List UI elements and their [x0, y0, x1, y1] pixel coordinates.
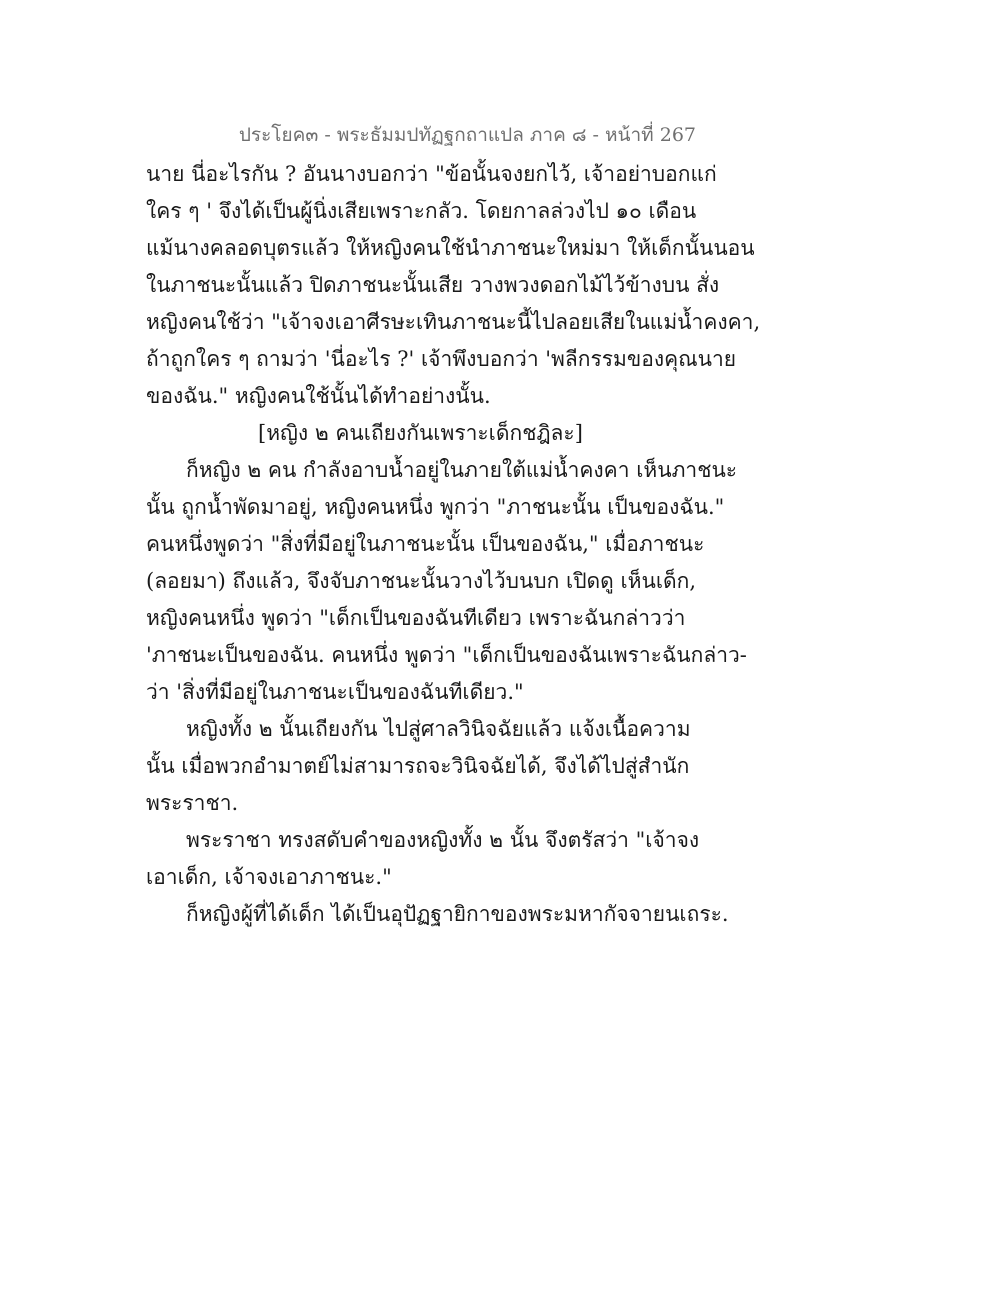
section-heading: [หญิง ๒ คนเถียงกันเพราะเด็กชฎิละ]	[258, 421, 583, 445]
text-line: ก็หญิง ๒ คน กำลังอาบน้ำอยู่ในภายใต้แม่น้ำคงคา เห็นภาชนะ	[186, 458, 738, 482]
text-line: ว่า 'สิ่งที่มีอยู่ในภาชนะเป็นของฉันทีเดียว."	[146, 680, 524, 704]
text-line: ของฉัน." หญิงคนใช้นั้นได้ทำอย่างนั้น.	[146, 384, 491, 408]
body-text	[146, 156, 761, 933]
text-line: คนหนึ่งพูดว่า "สิ่งที่มีอยู่ในภาชนะนั้น เป็นของฉัน," เมื่อภาชนะ	[146, 532, 705, 556]
text-line: พระราชา ทรงสดับคำของหญิงทั้ง ๒ นั้น จึงตรัสว่า "เจ้าจง	[186, 828, 700, 852]
running-header: ประโยค๓ - พระธัมมปทัฏฐกถาแปล ภาค ๘ - หน้าที่ 267	[238, 124, 696, 146]
text-line: หญิงคนหนึ่ง พูดว่า "เด็กเป็นของฉันทีเดียว เพราะฉันกล่าวว่า	[146, 606, 686, 630]
text-line: ถ้าถูกใคร ๆ ถามว่า 'นี่อะไร ?' เจ้าพึงบอกว่า 'พลีกรรมของคุณนาย	[146, 347, 737, 371]
text-line: นั้น ถูกน้ำพัดมาอยู่, หญิงคนหนึ่ง พูกว่า "ภาชนะนั้น เป็นของฉัน."	[146, 495, 725, 519]
text-line: พระราชา.	[146, 791, 239, 815]
text-line: หญิงทั้ง ๒ นั้นเถียงกัน ไปสู่ศาลวินิจฉัยแล้ว แจ้งเนื้อความ	[186, 717, 691, 741]
text-line: หญิงคนใช้ว่า "เจ้าจงเอาศีรษะเทินภาชนะนี้ไปลอยเสียในแม่น้ำคงคา,	[146, 310, 761, 334]
text-line: ก็หญิงผู้ที่ได้เด็ก ได้เป็นอุปัฏฐายิกาของพระมหากัจจายนเถระ.	[186, 902, 729, 926]
text-line: (ลอยมา) ถึงแล้ว, จึงจับภาชนะนั้นวางไว้บนบก เปิดดู เห็นเด็ก,	[146, 569, 697, 593]
text-line: 'ภาชนะเป็นของฉัน. คนหนึ่ง พูดว่า "เด็กเป็นของฉันเพราะฉันกล่าว-	[146, 643, 747, 667]
text-line: เอาเด็ก, เจ้าจงเอาภาชนะ."	[146, 865, 392, 889]
text-line: นั้น เมื่อพวกอำมาตย์ไม่สามารถจะวินิจฉัยได้, จึงได้ไปสู่สำนัก	[146, 754, 690, 778]
text-line: แม้นางคลอดบุตรแล้ว ให้หญิงคนใช้นำภาชนะใหม่มา ให้เด็กนั้นนอน	[146, 236, 755, 260]
text-line: ในภาชนะนั้นแล้ว ปิดภาชนะนั้นเสีย วางพวงดอกไม้ไว้ข้างบน สั่ง	[146, 273, 720, 297]
text-line: นาย นี่อะไรกัน ? อันนางบอกว่า "ข้อนั้นจงยกไว้, เจ้าอย่าบอกแก่	[146, 162, 717, 186]
text-line: ใคร ๆ ' จึงได้เป็นผู้นิ่งเสียเพราะกลัว. โดยกาลล่วงไป ๑๐ เดือน	[146, 199, 697, 223]
